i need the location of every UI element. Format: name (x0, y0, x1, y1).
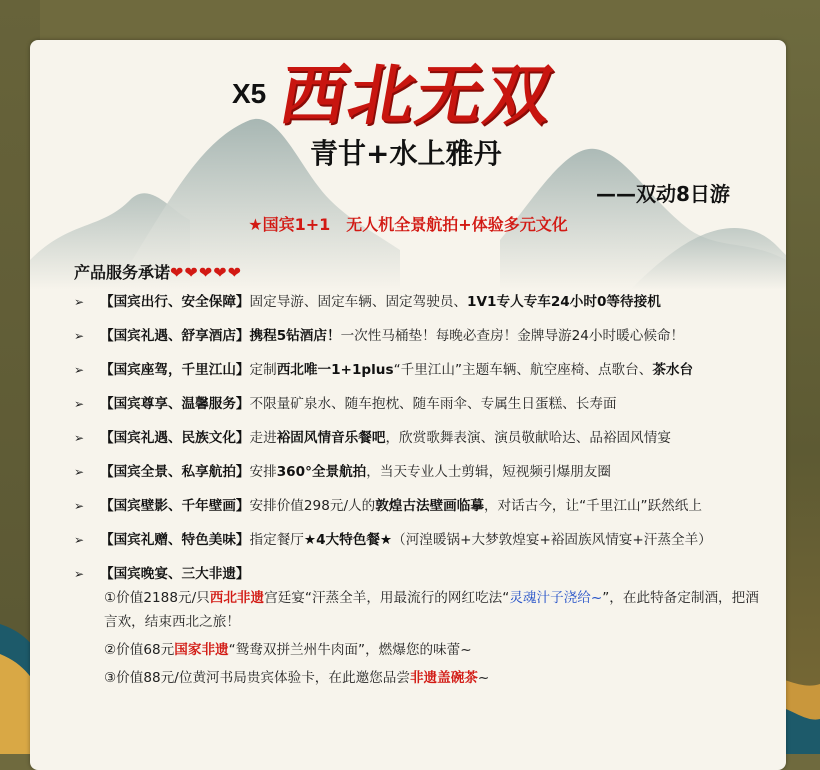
sub-red: 国家非遗 (174, 642, 229, 658)
item-tag: 【国宾出行、安全保障】 (100, 294, 250, 310)
sub-text: ~ (477, 670, 490, 686)
highlight-line: ★国宾1+1 无人机全景航拍+体验多元文化 (248, 215, 568, 234)
sub-item (104, 666, 764, 690)
promo-card (30, 40, 786, 770)
arrow-bullet-icon: ➢ (74, 329, 85, 343)
sub-list (100, 586, 764, 690)
sub-red: 西北非遗 (209, 590, 265, 606)
item-text: ，欣赏歌舞表演、演员敬献哈达、品裕固风情宴 (385, 430, 671, 446)
item-tag: 【国宾礼遇、民族文化】 (100, 430, 250, 446)
item-tag: 【国宾尊享、温馨服务】 (100, 396, 250, 412)
item-bold: ★4大特色餐★ (303, 532, 393, 548)
sub-text: ③价值88元/位黄河书局贵宾体验卡，在此邀您品尝 (104, 670, 410, 686)
arrow-bullet-icon: ➢ (74, 397, 85, 411)
logo-calligraphy: 西北无双 (274, 56, 560, 134)
item-tag: 【国宾全景、私享航拍】 (100, 464, 250, 480)
item-bold: 1V1专人专车24小时0等待接机 (467, 294, 661, 310)
subtitle: 青甘+水上雅丹 (310, 137, 502, 170)
service-list (74, 290, 764, 700)
item-tag: 【国宾晚宴、三大非遗】 (100, 566, 250, 582)
item-text: 指定餐厅 (249, 532, 304, 548)
item-text: 安排 (249, 464, 277, 480)
list-item (74, 392, 764, 416)
item-bold: 茶水台 (652, 362, 694, 378)
list-item (74, 528, 764, 552)
item-text: “千里江山”主题车辆、航空座椅、点歌台、 (393, 362, 653, 378)
sub-text: ①价值2188元/只 (104, 590, 210, 606)
sub-red: 非遗盖碗茶 (409, 670, 478, 686)
item-tag: 【国宾礼赠、特色美味】 (100, 532, 250, 548)
list-item (74, 494, 764, 518)
list-item (74, 290, 764, 314)
item-text: ，当天专业人士剪辑，短视频引爆朋友圈 (366, 464, 611, 480)
item-text: 定制 (249, 362, 277, 378)
sub-item (104, 586, 764, 634)
item-bold: 敦煌古法壁画临摹 (375, 498, 484, 514)
sub-text: 宫廷宴“汗蒸全羊，用最流行的网红吃法“ (264, 590, 510, 606)
sub-text: “鸳鸯双拼兰州牛肉面”，燃爆您的味蕾~ (228, 642, 472, 658)
item-text: 走进 (249, 430, 277, 446)
sub-text: ”，在此特备定制酒，把酒言欢，结束西北之旅！ (104, 590, 759, 630)
item-tag: 【国宾礼遇、舒享酒店】 (100, 328, 250, 344)
item-text: 安排价值298元/人的 (249, 498, 376, 514)
arrow-bullet-icon: ➢ (74, 533, 85, 547)
arrow-bullet-icon: ➢ (74, 567, 85, 581)
item-bold: 360°全景航拍 (276, 464, 367, 480)
x5-badge: X5 (232, 78, 267, 109)
item-tag: 【国宾壁影、千年壁画】 (100, 498, 250, 514)
list-item (74, 324, 764, 348)
item-text: 固定导游、固定车辆、固定驾驶员、 (249, 294, 468, 310)
list-item (74, 562, 764, 690)
arrow-bullet-icon: ➢ (74, 363, 85, 377)
list-item (74, 460, 764, 484)
arrow-bullet-icon: ➢ (74, 499, 85, 513)
section-title-text: 产品服务承诺 (74, 263, 171, 282)
item-bold: 裕固风情音乐餐吧 (276, 430, 386, 446)
item-text: ，对话古今，让“千里江山”跃然纸上 (483, 498, 702, 514)
item-text: 一次性马桶垫！每晚必查房！金牌导游24小时暖心候命！ (340, 328, 685, 344)
sub-text: ②价值68元 (104, 642, 175, 658)
item-text: 不限量矿泉水、随车抱枕、随车雨伞、专属生日蛋糕、长寿面 (249, 396, 617, 412)
list-item (74, 358, 764, 382)
section-title (74, 260, 242, 283)
header (30, 40, 786, 280)
tour-label: ——双动8日游 (596, 182, 730, 206)
arrow-bullet-icon: ➢ (74, 465, 85, 479)
item-text: （河湟暖锅+大梦敦煌宴+裕固族风情宴+汗蒸全羊） (392, 532, 712, 548)
hearts-icon: ❤❤❤❤❤ (170, 263, 243, 282)
arrow-bullet-icon: ➢ (74, 295, 85, 309)
arrow-bullet-icon: ➢ (74, 431, 85, 445)
item-bold: 西北唯一1+1plus (276, 362, 394, 378)
item-bold: 携程5钻酒店！ (249, 328, 341, 344)
sub-blue: 灵魂汁子浇给~ (509, 590, 603, 606)
sub-item (104, 638, 764, 662)
item-tag: 【国宾座驾，千里江山】 (100, 362, 250, 378)
list-item (74, 426, 764, 450)
